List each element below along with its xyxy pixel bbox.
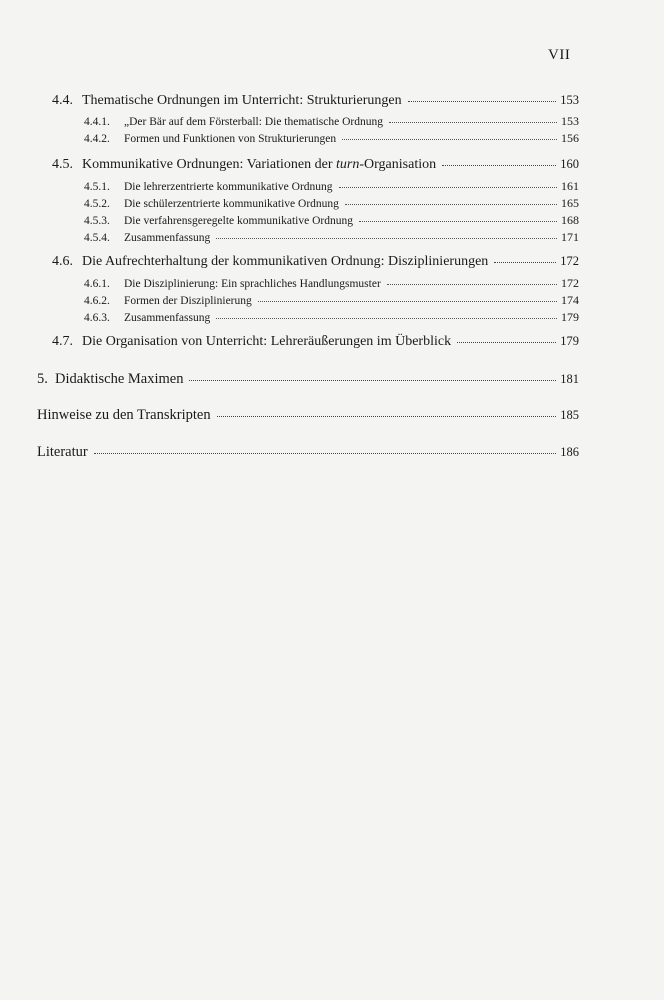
toc-leader-dots: [345, 198, 557, 205]
toc-entry-4-6-2: [84, 293, 579, 308]
toc-number: 4.6.1.: [84, 278, 110, 290]
toc-title: Zusammenfassung: [124, 232, 211, 244]
toc-title: Die lehrerzentrierte kommunikative Ordnung: [124, 181, 333, 193]
toc-leader-dots: [389, 116, 557, 123]
toc-entry-5: [37, 371, 579, 388]
toc-page: 171: [561, 230, 579, 244]
page-number: VII: [548, 47, 571, 63]
toc-number: 4.7.: [52, 334, 73, 349]
toc-page: 172: [561, 276, 579, 290]
toc-entry-4-4: [52, 93, 579, 109]
toc-leader-dots: [216, 232, 557, 239]
toc-entry-4-5-4: [84, 230, 579, 245]
toc-title: Die Aufrechterhaltung der kommunikativen Ordnung: Disziplinierungen: [82, 254, 489, 269]
toc-number: 4.5.2.: [84, 198, 110, 210]
toc-title-part: -Organisation: [359, 157, 437, 172]
toc-number: 4.4.2.: [84, 133, 110, 145]
toc-leader-dots: [342, 133, 557, 140]
toc-number: 4.4.: [52, 93, 73, 108]
toc-page: 153: [560, 93, 579, 107]
toc-title: „Der Bär auf dem Försterball: Die thematische Ordnung: [124, 116, 383, 128]
toc-number: 4.6.: [52, 254, 73, 269]
toc-title: Die Organisation von Unterricht: Lehreräußerungen im Überblick: [82, 334, 452, 349]
toc-title: Literatur: [37, 444, 88, 460]
toc-title: Formen und Funktionen von Strukturierungen: [124, 133, 337, 145]
toc-entry-4-4-1: [84, 114, 579, 129]
toc-leader-dots: [494, 254, 556, 263]
toc-leader-dots: [258, 295, 557, 302]
toc-entry-transkripte: [37, 407, 579, 424]
toc-page: 156: [561, 131, 579, 145]
toc-title-italic: turn: [336, 157, 360, 172]
toc-number: 4.5.3.: [84, 215, 110, 227]
toc-leader-dots: [442, 157, 556, 166]
toc-page: 172: [560, 254, 579, 268]
toc-leader-dots: [94, 445, 557, 454]
toc-page: 153: [561, 114, 579, 128]
toc-page: 185: [560, 408, 579, 422]
toc-page: 160: [560, 157, 579, 171]
toc-page: 186: [560, 445, 579, 459]
toc-title: Die Disziplinierung: Ein sprachliches Handlungsmuster: [124, 278, 381, 290]
toc-page: 174: [561, 293, 579, 307]
toc-entry-4-5-3: [84, 213, 579, 228]
toc-entry-4-5-1: [84, 179, 579, 194]
toc-entry-literatur: [37, 444, 579, 461]
toc-leader-dots: [339, 181, 557, 188]
toc-entry-4-4-2: [84, 131, 579, 146]
toc-entry-4-7: [52, 334, 579, 350]
toc-page: 179: [561, 310, 579, 324]
toc-page: 165: [561, 196, 579, 210]
toc-entry-4-6: [52, 254, 579, 270]
toc-leader-dots: [457, 334, 556, 343]
toc-number: 4.4.1.: [84, 116, 110, 128]
toc-number: 4.5.1.: [84, 181, 110, 193]
toc-leader-dots: [217, 408, 557, 417]
toc-title-part: Kommunikative Ordnungen: Variationen der: [82, 157, 337, 172]
toc-page: 161: [561, 179, 579, 193]
toc-title: Die schülerzentrierte kommunikative Ordnung: [124, 198, 339, 210]
toc-title: Formen der Disziplinierung: [124, 295, 252, 307]
toc-title: [82, 157, 436, 173]
toc-entry-4-6-3: [84, 310, 579, 325]
toc-leader-dots: [216, 312, 557, 319]
toc-number: 4.5.: [52, 157, 73, 172]
toc-page: 181: [560, 372, 579, 386]
toc-title: Didaktische Maximen: [55, 371, 184, 387]
toc-leader-dots: [408, 93, 557, 102]
toc-entry-4-5-2: [84, 196, 579, 211]
toc-title: Die verfahrensgeregelte kommunikative Ordnung: [124, 215, 353, 227]
toc-page: 179: [560, 334, 579, 348]
toc-title: Thematische Ordnungen im Unterricht: Strukturierungen: [82, 93, 402, 108]
toc-number: 5.: [37, 371, 48, 387]
toc-page: 168: [561, 213, 579, 227]
toc-number: 4.6.3.: [84, 312, 110, 324]
toc-title: Hinweise zu den Transkripten: [37, 407, 211, 423]
toc-number: 4.5.4.: [84, 232, 110, 244]
toc-leader-dots: [359, 215, 557, 222]
toc-leader-dots: [189, 372, 556, 381]
toc-number: 4.6.2.: [84, 295, 110, 307]
toc-title: Zusammenfassung: [124, 312, 211, 324]
toc-entry-4-6-1: [84, 276, 579, 291]
toc-entry-4-5: [52, 157, 579, 173]
toc-leader-dots: [387, 278, 557, 285]
